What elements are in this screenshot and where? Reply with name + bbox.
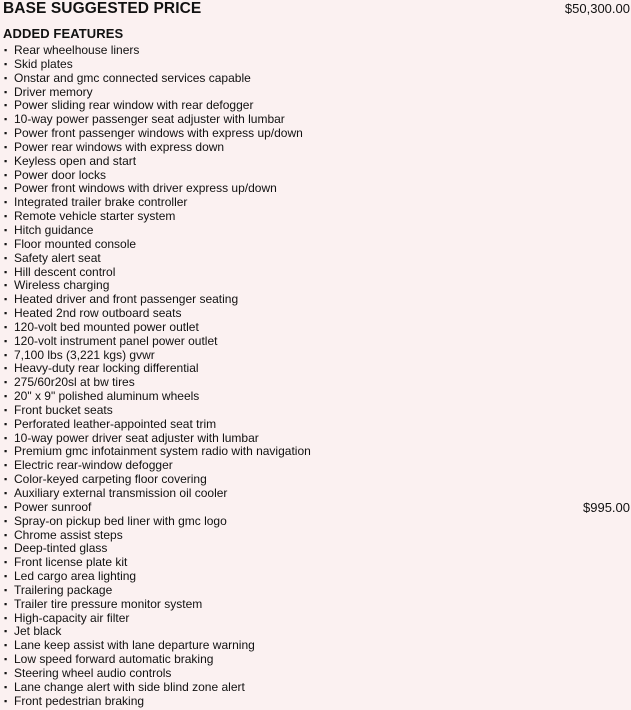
added-features-title: ADDED FEATURES: [3, 26, 124, 41]
feature-item: [4, 556, 630, 570]
bullet-icon: ▪: [4, 211, 8, 222]
feature-label: Perforated leather-appointed seat trim: [14, 416, 217, 431]
feature-item: [4, 487, 630, 501]
bullet-icon: ▪: [4, 308, 8, 319]
feature-item: [4, 321, 630, 335]
bullet-icon: ▪: [4, 515, 8, 526]
feature-label: Auxiliary external transmission oil cooler: [14, 486, 228, 500]
feature-item: [4, 667, 630, 681]
feature-item: [4, 113, 630, 127]
bullet-icon: ▪: [4, 571, 8, 582]
feature-label: Hitch guidance: [14, 222, 94, 237]
feature-item: [4, 584, 630, 598]
feature-label: 120-volt instrument panel power outlet: [14, 333, 218, 348]
feature-label: 10-way power passenger seat adjuster with lumbar: [14, 112, 285, 127]
feature-item: [4, 695, 630, 709]
bullet-icon: ▪: [4, 626, 8, 637]
feature-item: [4, 141, 630, 155]
feature-item: [4, 335, 630, 349]
feature-item: [4, 459, 630, 473]
feature-item: [4, 307, 630, 321]
feature-label: 10-way power driver seat adjuster with lumbar: [14, 430, 259, 445]
bullet-icon: ▪: [4, 543, 8, 554]
feature-label: Lane keep assist with lane departure warning: [14, 638, 255, 653]
feature-label: Heated driver and front passenger seating: [14, 292, 239, 307]
bullet-icon: ▪: [4, 114, 8, 125]
bullet-icon: ▪: [4, 446, 8, 457]
feature-label: Power sliding rear window with rear defogger: [14, 98, 254, 113]
feature-item: [4, 625, 630, 639]
feature-label: Rear wheelhouse liners: [14, 43, 140, 57]
bullet-icon: ▪: [4, 654, 8, 665]
bullet-icon: ▪: [4, 266, 8, 277]
feature-item: [4, 252, 630, 266]
feature-label: Trailer tire pressure monitor system: [14, 596, 203, 611]
feature-label: Front bucket seats: [14, 402, 113, 417]
bullet-icon: ▪: [4, 294, 8, 305]
bullet-icon: ▪: [4, 612, 8, 623]
bullet-icon: ▪: [4, 460, 8, 471]
bullet-icon: ▪: [4, 321, 8, 332]
feature-item: [4, 404, 630, 418]
feature-item: [4, 86, 630, 100]
feature-item: [4, 445, 630, 459]
feature-item: [4, 266, 630, 280]
feature-label: Low speed forward automatic braking: [14, 652, 214, 667]
feature-item: [4, 182, 630, 196]
feature-label: Power rear windows with express down: [14, 139, 225, 154]
feature-item: [4, 58, 630, 72]
bullet-icon: ▪: [4, 488, 8, 498]
bullet-icon: ▪: [4, 58, 8, 69]
bullet-icon: ▪: [4, 155, 8, 166]
feature-item: [4, 72, 630, 86]
bullet-icon: ▪: [4, 418, 8, 429]
feature-item: [4, 653, 630, 667]
feature-label: Front license plate kit: [14, 555, 128, 570]
bullet-icon: ▪: [4, 598, 8, 609]
bullet-icon: ▪: [4, 404, 8, 415]
feature-label: Wireless charging: [14, 278, 110, 293]
base-price-title: BASE SUGGESTED PRICE: [3, 0, 202, 17]
feature-label: Jet black: [14, 624, 62, 639]
feature-item: [4, 127, 630, 141]
feature-item: [4, 169, 630, 183]
bullet-icon: ▪: [4, 363, 8, 374]
feature-label: 7,100 lbs (3,221 kgs) gvwr: [14, 347, 155, 362]
feature-item: [4, 196, 630, 210]
feature-label: Driver memory: [14, 84, 93, 99]
feature-item: [4, 362, 630, 376]
bullet-icon: ▪: [4, 640, 8, 651]
feature-item: [4, 473, 630, 487]
bullet-icon: ▪: [4, 681, 8, 692]
feature-label: Floor mounted console: [14, 236, 137, 251]
bullet-icon: ▪: [4, 557, 8, 568]
base-price-value: $50,300.00: [564, 1, 630, 16]
bullet-icon: ▪: [4, 100, 8, 111]
feature-label: Hill descent control: [14, 264, 116, 279]
feature-item: [4, 390, 630, 404]
bullet-icon: ▪: [4, 391, 8, 402]
feature-price: $995.00: [583, 499, 630, 515]
feature-item: [4, 224, 630, 238]
feature-item: [4, 155, 630, 169]
bullet-icon: ▪: [4, 252, 8, 263]
feature-label: Integrated trailer brake controller: [14, 195, 188, 210]
bullet-icon: ▪: [4, 695, 8, 706]
feature-label: Power front passenger windows with express up/down: [14, 126, 303, 141]
feature-label: Trailering package: [14, 582, 113, 597]
feature-item: [4, 418, 630, 432]
bullet-icon: ▪: [4, 224, 8, 235]
feature-label: Steering wheel audio controls: [14, 665, 172, 680]
feature-item: [4, 376, 630, 390]
bullet-icon: ▪: [4, 432, 8, 443]
feature-item: [4, 349, 630, 363]
feature-item: [4, 515, 630, 529]
bullet-icon: ▪: [4, 529, 8, 540]
feature-label: Heavy-duty rear locking differential: [14, 361, 199, 376]
feature-item: [4, 238, 630, 252]
bullet-icon: ▪: [4, 238, 8, 249]
feature-item: [4, 279, 630, 293]
bullet-icon: ▪: [4, 349, 8, 360]
feature-item: [4, 501, 630, 515]
feature-label: Power sunroof: [14, 499, 92, 514]
feature-item: [4, 639, 630, 653]
feature-label: Remote vehicle starter system: [14, 209, 176, 224]
feature-label: Keyless open and start: [14, 153, 137, 168]
feature-item: [4, 570, 630, 584]
bullet-icon: ▪: [4, 667, 8, 678]
feature-label: 275/60r20sl at bw tires: [14, 375, 135, 390]
bullet-icon: ▪: [4, 197, 8, 208]
feature-item: [4, 210, 630, 224]
feature-label: Spray-on pickup bed liner with gmc logo: [14, 513, 227, 528]
feature-label: 20" x 9" polished aluminum wheels: [14, 389, 200, 404]
feature-label: 120-volt bed mounted power outlet: [14, 319, 199, 334]
feature-item: [4, 598, 630, 612]
bullet-icon: ▪: [4, 501, 8, 512]
bullet-icon: ▪: [4, 169, 8, 180]
feature-item: [4, 612, 630, 626]
feature-label: Led cargo area lighting: [14, 569, 137, 584]
feature-label: Onstar and gmc connected services capable: [14, 70, 251, 85]
feature-item: [4, 681, 630, 695]
feature-label: Heated 2nd row outboard seats: [14, 306, 182, 321]
bullet-icon: ▪: [4, 141, 8, 152]
feature-label: Chrome assist steps: [14, 527, 123, 542]
feature-label: Electric rear-window defogger: [14, 458, 173, 473]
bullet-icon: ▪: [4, 72, 8, 83]
feature-label: High-capacity air filter: [14, 610, 130, 625]
feature-label: Front pedestrian braking: [14, 693, 145, 708]
bullet-icon: ▪: [4, 183, 8, 194]
feature-label: Lane change alert with side blind zone alert: [14, 679, 245, 694]
bullet-icon: ▪: [4, 280, 8, 291]
feature-label: Power door locks: [14, 167, 107, 182]
feature-label: Power front windows with driver express up/down: [14, 181, 277, 196]
bullet-icon: ▪: [4, 335, 8, 346]
feature-item: [4, 432, 630, 446]
feature-item: [4, 99, 630, 113]
bullet-icon: ▪: [4, 128, 8, 139]
feature-item: [4, 293, 630, 307]
feature-item: [4, 529, 630, 543]
bullet-icon: ▪: [4, 474, 8, 485]
feature-label: Color-keyed carpeting floor covering: [14, 472, 207, 487]
base-price-row: [3, 0, 630, 18]
feature-list: [4, 44, 630, 709]
bullet-icon: ▪: [4, 45, 8, 55]
feature-item: [4, 542, 630, 556]
feature-label: Deep-tinted glass: [14, 541, 108, 556]
feature-item: [4, 44, 630, 58]
bullet-icon: ▪: [4, 377, 8, 388]
feature-label: Skid plates: [14, 56, 73, 71]
feature-label: Safety alert seat: [14, 250, 101, 265]
bullet-icon: ▪: [4, 584, 8, 595]
feature-label: Premium gmc infotainment system radio with navigation: [14, 444, 311, 459]
bullet-icon: ▪: [4, 86, 8, 97]
